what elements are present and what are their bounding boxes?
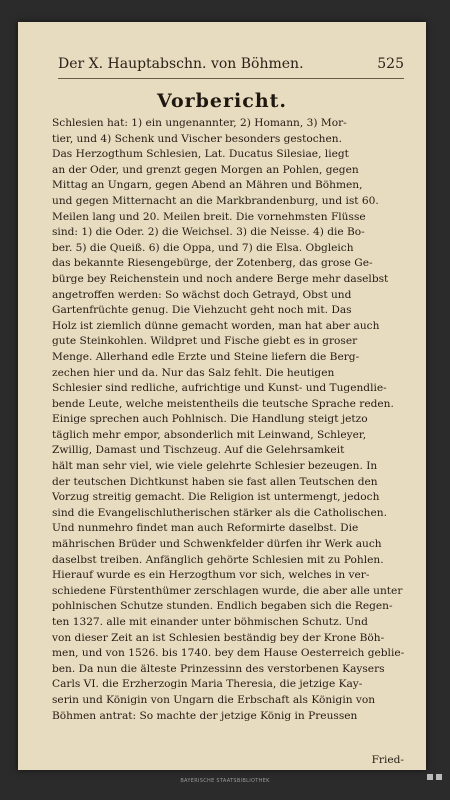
text-line: Einige sprechen auch Pohlnisch. Die Handlung steigt jetzo	[52, 413, 368, 426]
text-line: zechen hier und da. Nur das Salz fehlt. Die heutigen	[52, 366, 335, 379]
text-line: men, und von 1526. bis 1740. bey dem Hause Oesterreich geblie-	[52, 647, 405, 660]
book-page	[18, 22, 426, 770]
text-line: Carls VI. die Erzherzogin Maria Theresia, die jetzige Kay-	[52, 678, 363, 691]
header-rule	[58, 78, 404, 79]
text-line: serin und Königin von Ungarn die Erbschaft als Königin von	[52, 693, 376, 706]
library-footer: BAYERISCHE STAATSBIBLIOTHEK	[180, 778, 270, 784]
text-line: Böhmen antrat: So machte der jetzige König in Preussen	[52, 709, 358, 722]
text-line: angetroffen werden: So wächst doch Getrayd, Obst und	[52, 288, 352, 301]
text-line: das bekannte Riesengebürge, der Zotenberg, das grose Ge-	[52, 257, 373, 270]
footer-logos	[427, 774, 442, 780]
text-line: und gegen Mitternacht an die Markbrandenburg, und ist 60.	[52, 194, 379, 207]
page-number: 525	[377, 56, 404, 72]
text-line: Holz ist ziemlich dünne gemacht worden, man hat aber auch	[52, 319, 380, 332]
body-text	[52, 116, 406, 724]
text-line: ben. Da nun die älteste Prinzessinn des verstorbenen Kaysers	[52, 662, 385, 675]
text-line: Zwillig, Damast und Tischzeug. Auf die Gelehrsamkeit	[52, 444, 345, 457]
text-line: Das Herzogthum Schlesien, Lat. Ducatus Silesiae, liegt	[52, 148, 349, 161]
text-line: mährischen Brüder und Schwenkfelder dürfen ihr Werk auch	[52, 538, 382, 551]
running-title: Der X. Hauptabschn. von Böhmen.	[58, 56, 304, 72]
text-line: an der Oder, und grenzt gegen Morgen an Pohlen, gegen	[52, 163, 359, 176]
text-line: gute Steinkohlen. Wildpret und Fische giebt es in groser	[52, 335, 358, 348]
text-line: Vorzug streitig gemacht. Die Religion ist untermengt, jedoch	[52, 491, 380, 504]
text-line: daselbst treiben. Anfänglich gehörte Schlesien mit zu Pohlen.	[52, 553, 384, 566]
text-line: schiedene Fürstenthümer zerschlagen wurde, die aber alle unter	[52, 584, 403, 597]
text-line: Menge. Allerhand edle Erzte und Steine liefern die Berg-	[52, 350, 360, 363]
text-line: der teutschen Dichtkunst haben sie fast allen Teutschen den	[52, 475, 378, 488]
text-line: ber. 5) die Queiß. 6) die Oppa, und 7) die Elsa. Obgleich	[52, 241, 354, 254]
digital-collection-icon	[436, 774, 442, 780]
text-line: bürge bey Reichenstein und noch andere Berge mehr daselbst	[52, 272, 389, 285]
catchword: Fried-	[371, 754, 404, 766]
text-line: sind die Evangelischlutherischen stärker als die Catholischen.	[52, 506, 387, 519]
text-line: pohlnischen Schutze stunden. Endlich begaben sich die Regen-	[52, 600, 393, 613]
text-line: Mittag an Ungarn, gegen Abend an Mähren und Böhmen,	[52, 179, 363, 192]
running-header	[58, 56, 404, 72]
text-line: von dieser Zeit an ist Schlesien beständig bey der Krone Böh-	[52, 631, 385, 644]
text-line: Schlesier sind redliche, aufrichtige und Kunst- und Tugendlie-	[52, 382, 387, 395]
text-line: tier, und 4) Schenk und Vischer besonders gestochen.	[52, 132, 342, 145]
text-line: hält man sehr viel, wie viele gelehrte Schlesier bezeugen. In	[52, 460, 378, 473]
text-line: ten 1327. alle mit einander unter böhmischen Schutz. Und	[52, 616, 368, 628]
library-logo-icon	[427, 774, 433, 780]
text-line: sind: 1) die Oder. 2) die Weichsel. 3) die Neisse. 4) die Bo-	[52, 226, 365, 239]
text-line: Und nunmehro findet man auch Reformirte daselbst. Die	[52, 522, 359, 535]
section-title: Vorbericht.	[156, 90, 288, 112]
text-line: täglich mehr empor, absonderlich mit Leinwand, Schleyer,	[52, 428, 367, 441]
text-line: Schlesien hat: 1) ein ungenannter, 2) Homann, 3) Mor-	[52, 117, 347, 129]
text-line: Hierauf wurde es ein Herzogthum vor sich, welches in ver-	[52, 569, 370, 582]
text-line: Meilen lang und 20. Meilen breit. Die vornehmsten Flüsse	[52, 210, 366, 223]
text-line: Gartenfrüchte genug. Die Viehzucht geht noch mit. Das	[52, 304, 352, 317]
text-line: bende Leute, welche meistentheils die teutsche Sprache reden.	[52, 397, 394, 410]
